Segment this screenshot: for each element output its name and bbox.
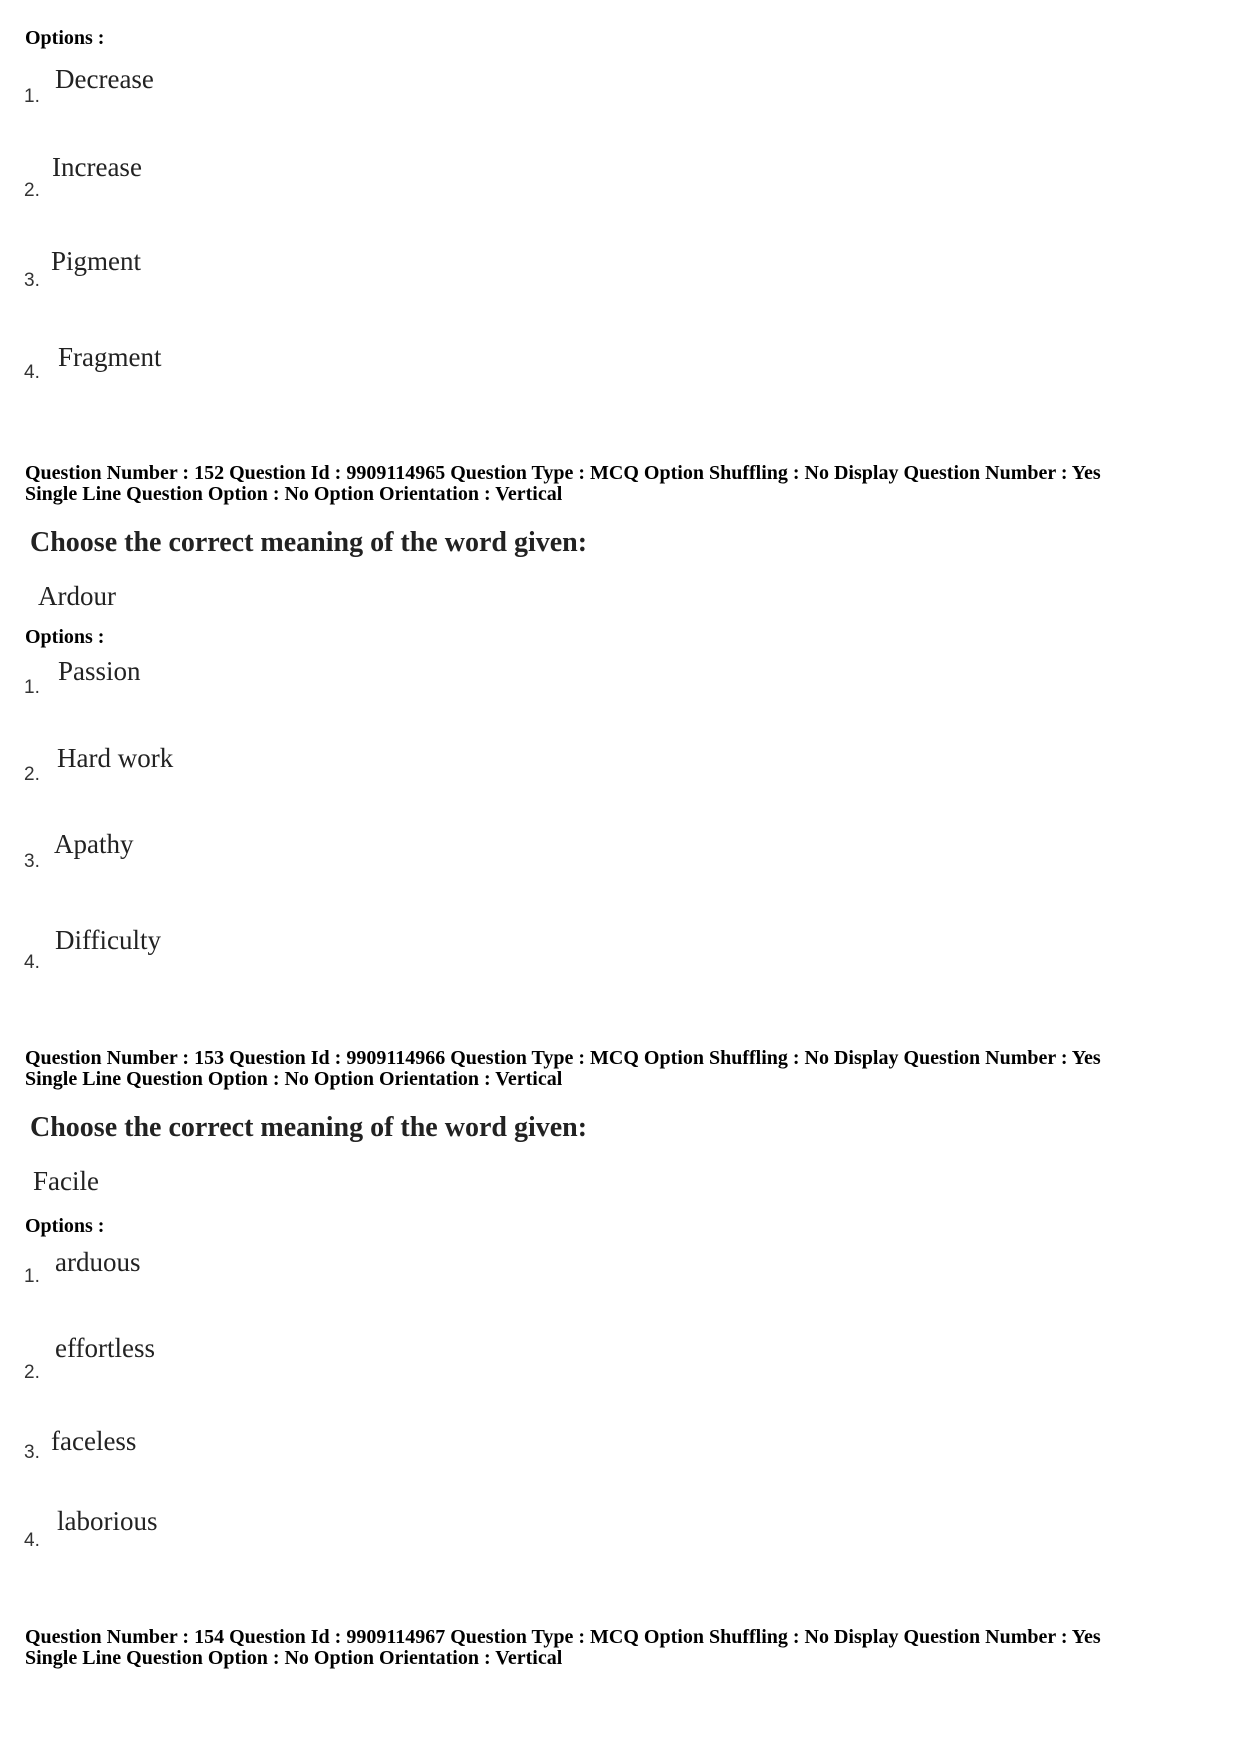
option-number: 1. [24,677,40,698]
option-text: effortless [55,1333,155,1363]
option-text: Decrease [55,64,154,94]
question-prompt: Choose the correct meaning of the word given: [30,527,588,558]
question-word: Facile [33,1166,99,1196]
option-text: Hard work [57,743,174,773]
option-text: Increase [52,152,142,182]
options-label: Options : [25,1215,105,1237]
option-text: Fragment [58,342,162,372]
question-meta-line1: Question Number : 153 Question Id : 9909114966 Question Type : MCQ Option Shuffling : No Display Question Number : Yes [25,1047,1101,1069]
option-number: 3. [24,851,40,872]
options-label: Options : [25,626,105,648]
option-number: 1. [24,1266,40,1287]
option-number: 4. [24,362,40,383]
option-number: 4. [24,1530,40,1551]
option-number: 1. [24,86,40,107]
option-number: 2. [24,180,40,201]
question-meta-line1: Question Number : 152 Question Id : 9909114965 Question Type : MCQ Option Shuffling : No Display Question Number : Yes [25,462,1101,484]
option-number: 4. [24,952,40,973]
option-text: laborious [57,1506,158,1536]
option-number: 3. [24,1442,40,1463]
question-prompt: Choose the correct meaning of the word given: [30,1112,588,1143]
option-number: 2. [24,1362,40,1383]
options-label: Options : [25,27,105,49]
option-text: Pigment [51,246,142,276]
option-text: faceless [51,1426,137,1456]
option-number: 3. [24,270,40,291]
question-word: Ardour [38,581,116,611]
option-text: Passion [58,656,141,686]
question-meta-line2: Single Line Question Option : No Option Orientation : Vertical [25,1068,563,1090]
question-meta-line1: Question Number : 154 Question Id : 9909114967 Question Type : MCQ Option Shuffling : No Display Question Number : Yes [25,1626,1101,1648]
question-meta-line2: Single Line Question Option : No Option Orientation : Vertical [25,483,563,505]
option-text: Apathy [54,829,134,859]
question-meta-line2: Single Line Question Option : No Option Orientation : Vertical [25,1647,563,1669]
option-text: Difficulty [55,925,161,955]
option-number: 2. [24,764,40,785]
option-text: arduous [55,1247,141,1277]
